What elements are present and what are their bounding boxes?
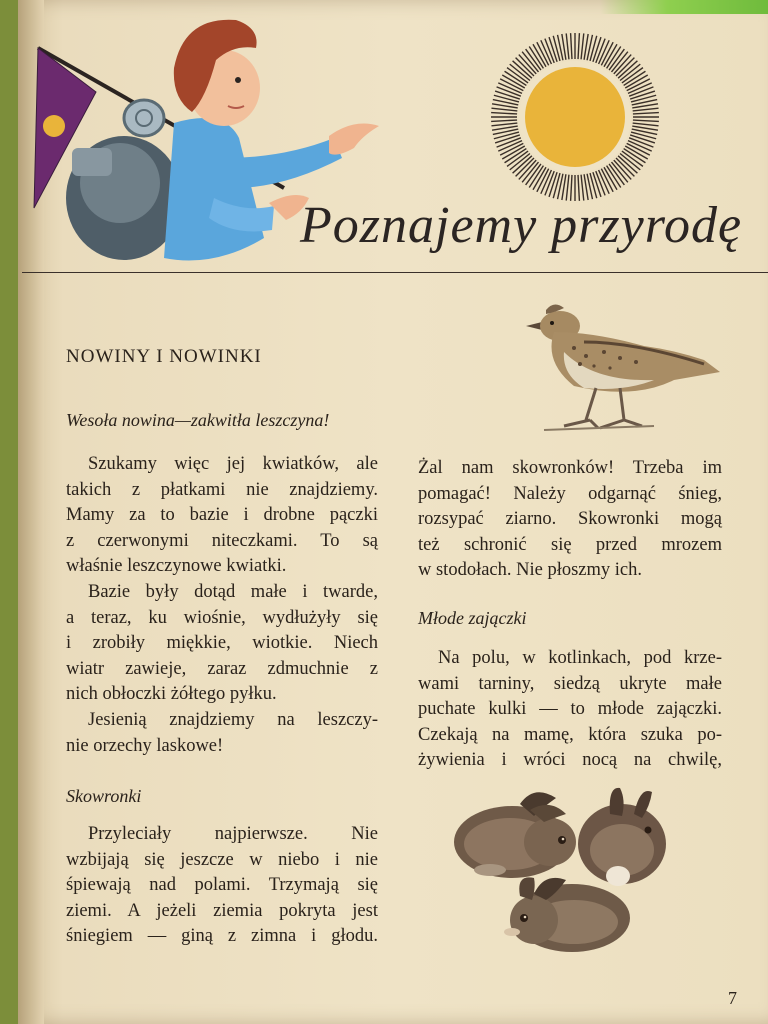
- text-line: z czerwonymi niteczkami. To są: [66, 530, 378, 551]
- text-line: wzbijają się jeszcze w niebo i nie: [66, 849, 378, 870]
- lark-bird-illustration: [524, 302, 724, 432]
- hazel-paragraph-1: [66, 452, 378, 580]
- hazel-paragraph-3: [66, 708, 378, 759]
- text-line: rozsypać ziarno. Skowronki mogą: [418, 509, 722, 529]
- hares-paragraph-1: [418, 646, 722, 774]
- article-subtitle-hazel: Wesoła nowina—zakwitła leszczyna!: [66, 410, 330, 430]
- text-line: też schronić się przed mrozem: [418, 534, 722, 555]
- text-line: Jesienią znajdziemy na leszczy-: [88, 710, 378, 730]
- page-title: Poznajemy przyrodę: [300, 197, 743, 254]
- article-subtitle-larks: Skowronki: [66, 786, 142, 806]
- text-line: wami tarniny, siedzą ukryte małe: [418, 673, 722, 694]
- text-line: wiatr zawieje, zaraz zdmuchnie z: [66, 658, 378, 679]
- text-line: Przyleciały najpierwsze. Nie: [88, 824, 378, 844]
- text-line: Czekają na mamę, która szuka po-: [418, 724, 722, 745]
- text-line: pomagać! Należy odgarnąć śnieg,: [418, 483, 722, 504]
- text-line: puchate kulki — to młode zajączki.: [418, 699, 722, 719]
- text-line: śpiewają nad polami. Trzymają się: [66, 875, 378, 895]
- page-number: 7: [728, 988, 737, 1008]
- text-line: nie orzechy laskowe!: [66, 735, 224, 756]
- text-line: Żal nam skowronków! Trzeba im: [418, 458, 722, 478]
- young-hares-illustration: [450, 784, 680, 964]
- text-line: żywienia i wróci nocą na chwilę,: [418, 750, 722, 770]
- section-heading: NOWINY I NOWINKI: [66, 346, 262, 367]
- hazel-paragraph-2: [66, 580, 378, 708]
- title-rule: [22, 272, 768, 273]
- article-subtitle-hares: Młode zajączki: [418, 608, 527, 628]
- text-line: takich z płatkami nie znajdziemy.: [66, 479, 378, 500]
- text-line: śniegiem — giną z zimna i głodu.: [66, 926, 378, 946]
- text-line: Bazie były dotąd małe i twarde,: [88, 582, 378, 602]
- text-line: ziemi. A jeżeli ziemia pokryta jest: [66, 900, 378, 921]
- next-page-edge: [600, 0, 768, 14]
- text-line: w stodołach. Nie płoszmy ich.: [418, 560, 643, 580]
- text-line: a teraz, ku wiośnie, wydłużyły się: [66, 607, 378, 628]
- text-line: Mamy za to bazie i drobne pączki: [66, 505, 378, 525]
- text-line: i zrobiły miękkie, wiotkie. Niech: [66, 633, 378, 653]
- larks-paragraph-1: [66, 822, 378, 950]
- text-line: Na polu, w kotlinkach, pod krze-: [438, 648, 722, 668]
- text-line: Szukamy więc jej kwiatków, ale: [88, 454, 378, 474]
- text-line: nich obłoczki żółtego pyłku.: [66, 684, 277, 704]
- sun-illustration: [490, 32, 660, 202]
- text-line: właśnie leszczynowe kwiatki.: [66, 556, 287, 576]
- larks-paragraph-2: [418, 456, 722, 584]
